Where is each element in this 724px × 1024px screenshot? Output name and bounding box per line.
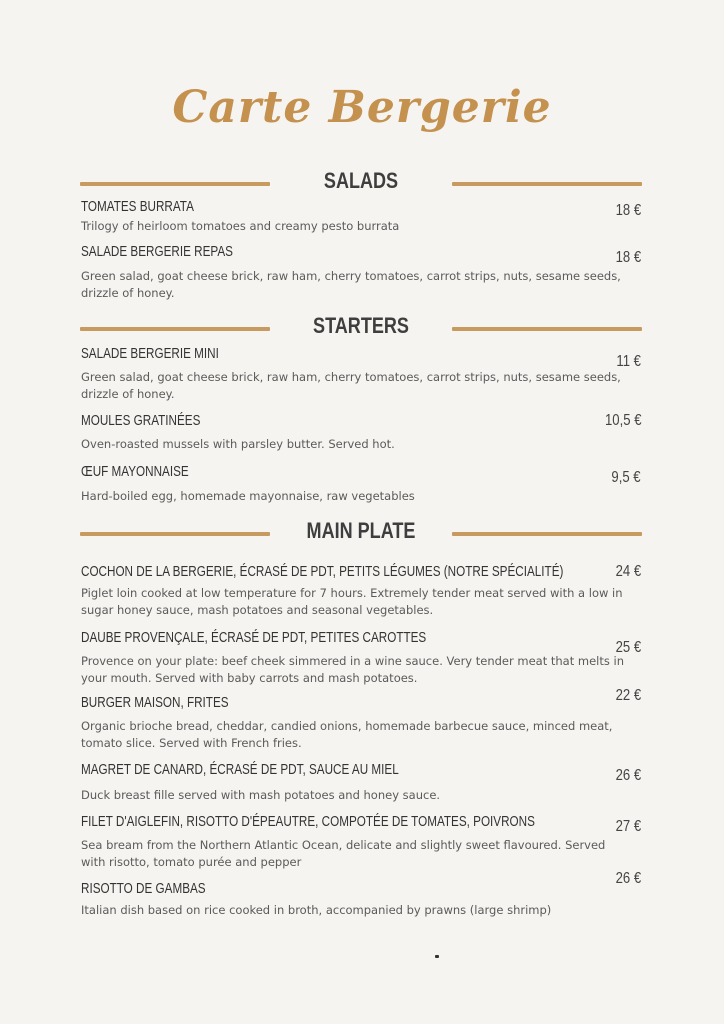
item-price: 24 €	[615, 563, 641, 580]
item-name: ŒUF MAYONNAISE	[81, 463, 189, 480]
divider-rule	[452, 182, 642, 186]
item-name: MAGRET DE CANARD, ÉCRASÉ DE PDT, SAUCE AU MIEL	[81, 761, 399, 778]
item-price: 18 €	[615, 249, 641, 266]
item-description: Organic brioche bread, cheddar, candied onions, homemade barbecue sauce, minced meat, tomato slice. Served with French fries.	[81, 719, 613, 750]
item-name: SALADE BERGERIE MINI	[81, 345, 219, 362]
section-header-starters	[80, 313, 642, 345]
item-description: Green salad, goat cheese brick, raw ham, cherry tomatoes, carrot strips, nuts, sesame seeds, drizzle of honey.	[81, 370, 621, 401]
item-price: 26 €	[615, 870, 641, 887]
item-description: Piglet loin cooked at low temperature for 7 hours. Extremely tender meat served with a low in sugar honey sauce, mash potatoes and seasonal vegetables.	[81, 586, 623, 617]
item-name: FILET D'AIGLEFIN, RISOTTO D'ÉPEAUTRE, COMPOTÉE DE TOMATES, POIVRONS	[81, 813, 535, 830]
item-description: Hard-boiled egg, homemade mayonnaise, raw vegetables	[81, 489, 415, 503]
item-name: SALADE BERGERIE REPAS	[81, 243, 233, 260]
item-price: 10,5 €	[604, 412, 641, 429]
item-name: COCHON DE LA BERGERIE, ÉCRASÉ DE PDT, PETITS LÉGUMES (NOTRE SPÉCIALITÉ)	[81, 563, 564, 580]
section-header-main-plate	[80, 518, 642, 550]
item-price: 9,5 €	[611, 469, 641, 486]
item-description: Provence on your plate: beef cheek simmered in a wine sauce. Very tender meat that melts in your mouth. Served with baby carrots and mash potatoes.	[81, 654, 624, 685]
item-description: Trilogy of heirloom tomatoes and creamy pesto burrata	[81, 219, 400, 233]
section-title-starters: STARTERS	[313, 313, 409, 338]
menu-title: Carte Bergerie	[172, 82, 552, 133]
item-name: RISOTTO DE GAMBAS	[81, 880, 206, 897]
divider-rule	[452, 327, 642, 331]
item-name: DAUBE PROVENÇALE, ÉCRASÉ DE PDT, PETITES CAROTTES	[81, 629, 427, 646]
section-title-salads: SALADS	[323, 168, 399, 193]
divider-rule	[452, 532, 642, 536]
ink-speck	[435, 955, 439, 958]
item-name: BURGER MAISON, FRITES	[81, 694, 229, 711]
item-description: Sea bream from the Northern Atlantic Ocean, delicate and slightly sweet flavoured. Served with risotto, tomato purée and pepper	[81, 838, 606, 869]
item-price: 11 €	[616, 353, 641, 370]
section-title-main-plate: MAIN PLATE	[306, 518, 416, 543]
item-description: Oven-roasted mussels with parsley butter. Served hot.	[81, 437, 395, 451]
item-price: 25 €	[615, 639, 641, 656]
item-description: Italian dish based on rice cooked in broth, accompanied by prawns (large shrimp)	[81, 903, 552, 917]
item-price: 18 €	[615, 202, 641, 219]
item-description: Duck breast fille served with mash potatoes and honey sauce.	[81, 788, 441, 802]
item-name: MOULES GRATINÉES	[81, 412, 201, 429]
item-name: TOMATES BURRATA	[81, 198, 194, 215]
item-price: 27 €	[615, 818, 641, 835]
section-header-salads	[80, 168, 642, 200]
item-price: 22 €	[615, 687, 641, 704]
item-description: Green salad, goat cheese brick, raw ham, cherry tomatoes, carrot strips, nuts, sesame seeds, drizzle of honey.	[81, 269, 621, 300]
item-price: 26 €	[615, 767, 641, 784]
